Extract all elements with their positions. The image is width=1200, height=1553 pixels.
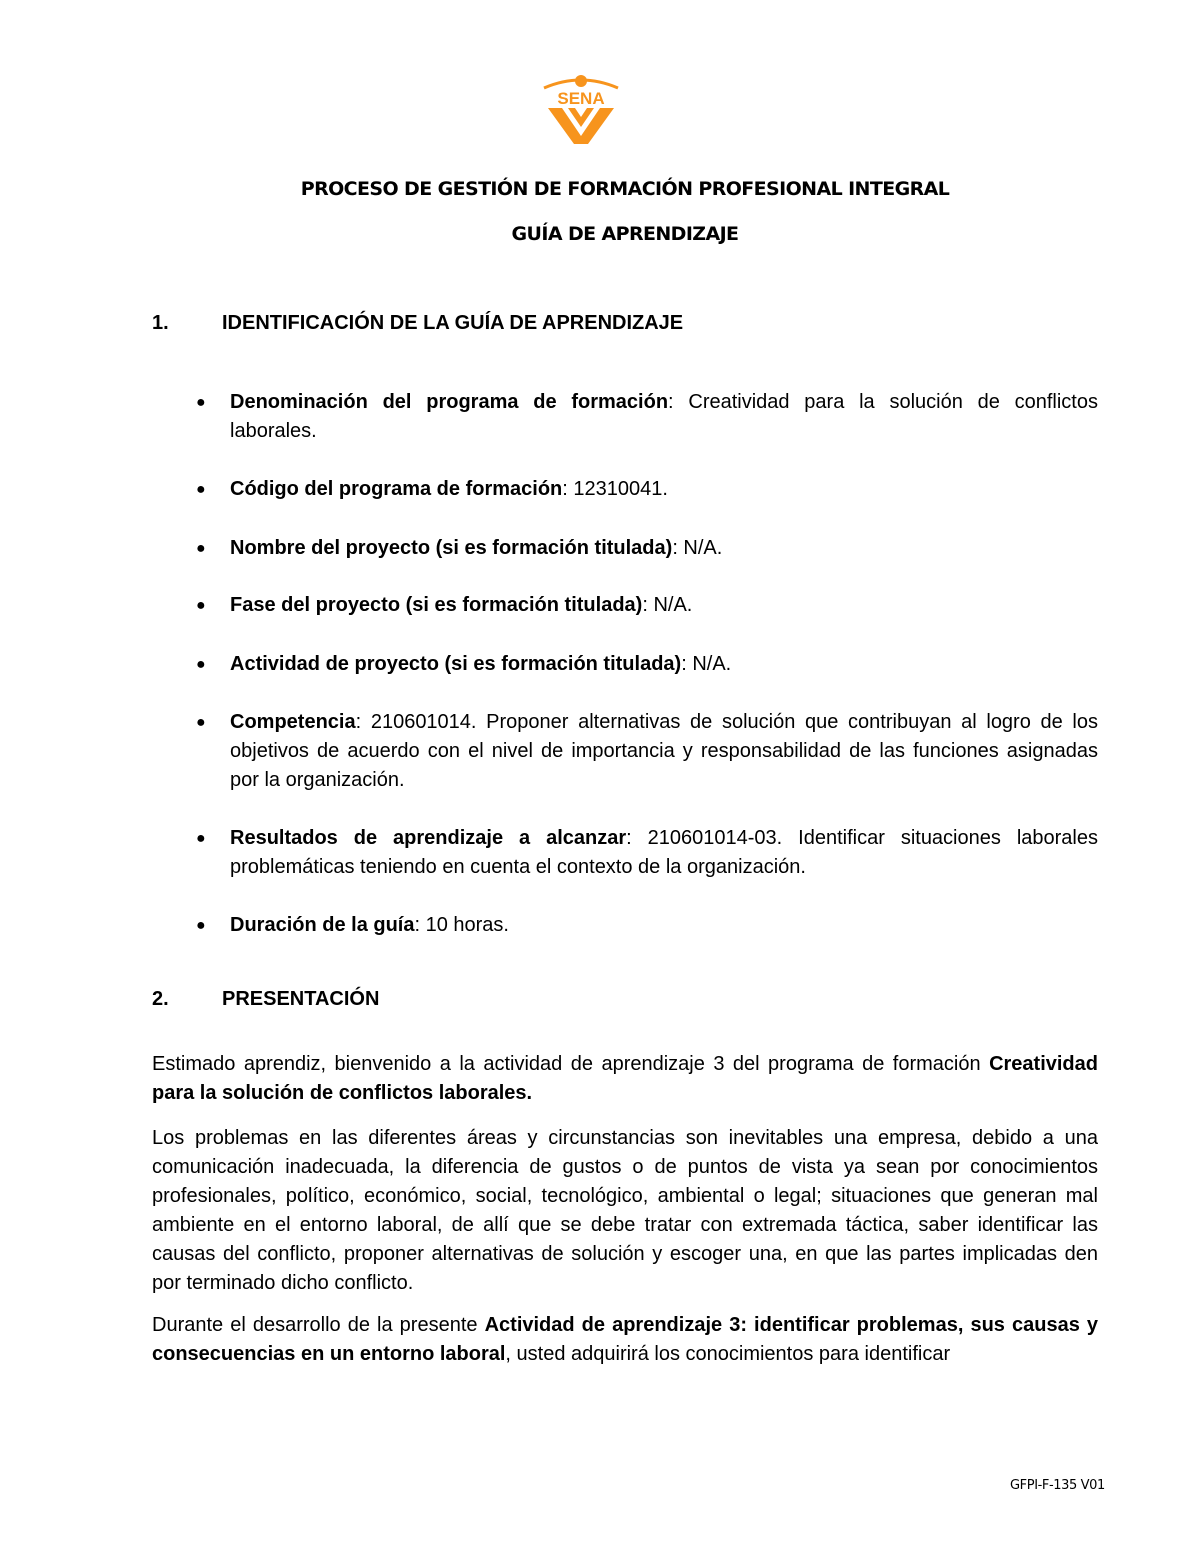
document-subtitle: GUÍA DE APRENDIZAJE	[511, 223, 739, 245]
bullet-icon: ●	[196, 830, 206, 847]
item-label: Actividad de proyecto (si es formación titulada)	[230, 653, 682, 675]
item-label: Resultados de aprendizaje a alcanzar	[230, 827, 627, 849]
sena-logo	[538, 74, 624, 146]
section-2-number: 2.	[152, 988, 169, 1010]
bullet-icon: ●	[196, 714, 206, 731]
item-value: : 12310041.	[562, 478, 668, 500]
section-2-title: PRESENTACIÓN	[222, 988, 380, 1010]
section-1-heading	[152, 312, 683, 335]
item-label: Competencia	[230, 711, 356, 733]
logo-text: SENA	[557, 89, 605, 108]
item-label: Duración de la guía	[230, 914, 415, 936]
item-label: Código del programa de formación	[230, 478, 563, 500]
item-label: Denominación del programa de formación	[230, 391, 669, 413]
list-item	[196, 824, 1098, 882]
list-item	[196, 475, 1098, 504]
item-value: : Creatividad para la solución de conflictos laborales.	[230, 391, 1098, 442]
list-item	[196, 534, 1098, 563]
item-value: : N/A.	[672, 537, 723, 559]
form-code: GFPI-F-135 V01	[1010, 1478, 1105, 1493]
item-value: : N/A.	[681, 653, 732, 675]
item-value: : 10 horas.	[414, 914, 509, 936]
list-item	[196, 911, 1098, 940]
paragraph-welcome: Estimado aprendiz, bienvenido a la actividad de aprendizaje 3 del programa de formación Creatividad para la solución de conflictos laborales.	[152, 1053, 1098, 1104]
item-label: Fase del proyecto (si es formación titulada)	[230, 594, 643, 616]
section-1-title: IDENTIFICACIÓN DE LA GUÍA DE APRENDIZAJE	[222, 312, 684, 334]
item-label: Nombre del proyecto (si es formación titulada)	[230, 537, 673, 559]
paragraph-problems: Los problemas en las diferentes áreas y circunstancias son inevitables una empresa, debido a una comunicación inadecuada, la diferencia de gustos o de puntos de vista ya sean por conocimientos profesionales, político, económico, social, tecnológico, ambiental o legal; situaciones que generan mal ambiente en el entorno laboral, de allí que se debe tratar con extremada táctica, saber identificar las causas del conflicto, proponer alternativas de solución y escoger una, en que las partes implicadas den por terminado dicho conflicto.	[152, 1127, 1098, 1294]
bullet-icon: ●	[196, 540, 206, 557]
item-value: : N/A.	[642, 594, 693, 616]
list-item	[196, 591, 1098, 620]
document-title: PROCESO DE GESTIÓN DE FORMACIÓN PROFESIONAL INTEGRAL	[300, 178, 950, 200]
section-2-heading	[152, 988, 379, 1011]
paragraph-activity: Durante el desarrollo de la presente Actividad de aprendizaje 3: identificar problemas, sus causas y consecuencias en un entorno laboral, usted adquirirá los conocimientos para identificar	[152, 1314, 1099, 1365]
bullet-icon: ●	[196, 481, 206, 498]
list-item	[196, 388, 1098, 446]
bullet-icon: ●	[196, 917, 206, 934]
list-item	[196, 650, 1098, 679]
list-item	[196, 708, 1098, 795]
bullet-icon: ●	[196, 597, 206, 614]
item-value: : 210601014. Proponer alternativas de solución que contribuyan al logro de los objetivos de acuerdo con el nivel de importancia y responsabilidad de las funciones asignadas por la organización.	[230, 711, 1098, 791]
item-value: : 210601014-03. Identificar situaciones laborales problemáticas teniendo en cuenta el contexto de la organización.	[230, 827, 1098, 878]
bullet-icon: ●	[196, 656, 206, 673]
bullet-icon: ●	[196, 394, 206, 411]
section-1-number: 1.	[152, 312, 169, 334]
